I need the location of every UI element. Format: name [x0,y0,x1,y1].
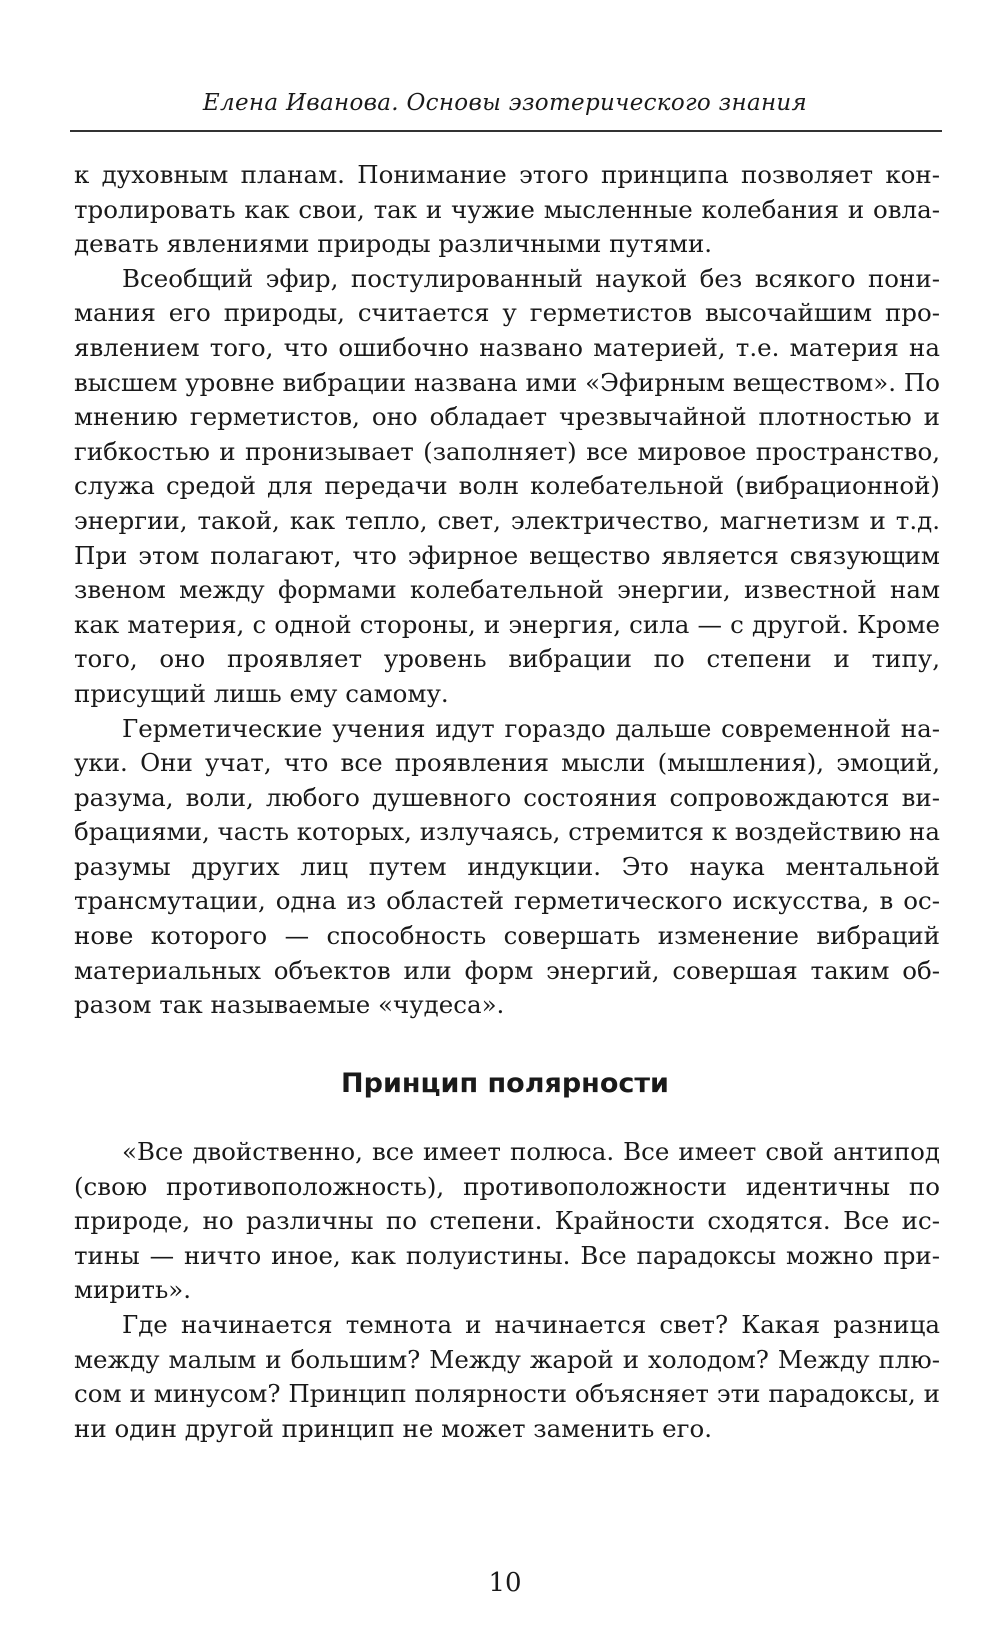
section-heading: Принцип полярности [341,1068,669,1099]
main-text [74,158,940,1023]
paragraph: Герметические учения идут гораздо дальше современной науки. Они учат, что все проявления мысли (мышления), эмоций, разума, воли, любого душевного состояния сопровождаются вибрациями, часть которых, излучаясь, стремится к воздействию на разумы других лиц путем индукции. Это наука ментальной трансмутации, одна из областей герметического искусства, в основе которого — способность совершать изменение вибраций материальных объектов или форм энергий, совершая таким образом так называемые «чудеса». [74,713,940,1020]
paragraph: Всеобщий эфир, постулированный наукой без всякого понимания его природы, считается у герметистов высочайшим проявлением того, что ошибочно названо материей, т.е. материя на высшем уровне вибрации названа ими «Эфирным веществом». По мнению герметистов, оно обладает чрезвычайной плотностью и гибкостью и пронизывает (заполняет) все мировое пространство, служа средой для передачи волн колебательной (вибрационной) энергии, такой, как тепло, свет, электричество, магнетизм и т.д. При этом полагают, что эфирное вещество является связующим звеном между формами колебательной энергии, известной нам как материя, с одной стороны, и энергия, сила — с другой. Кроме того, оно проявляет уровень вибрации по степени и типу, присущий лишь ему самому. [74,263,940,708]
page-number: 10 [488,1568,522,1598]
header-rule [70,130,942,132]
quote-paragraph: «Все двойственно, все имеет полюса. Все имеет свой антипод (свою противоположность), противоположности идентичны по природе, но различны по степени. Крайности сходятся. Все истины — ничто иное, как полуистины. Все парадоксы можно примирить». [74,1137,940,1305]
paragraph-continued: к духовным планам. Понимание этого принципа позволяет контролировать как свои, так и чужие мысленные колебания и овладевать явлениями природы различными путями. [74,160,940,259]
section-text [74,1135,940,1446]
running-header: Елена Иванова. Основы эзотерического знания [202,90,808,116]
paragraph: Где начинается темнота и начинается свет? Какая разница между малым и большим? Между жарой и холодом? Между плюсом и минусом? Принцип полярности объясняет эти парадоксы, и ни один другой принцип не может заменить его. [74,1309,940,1443]
